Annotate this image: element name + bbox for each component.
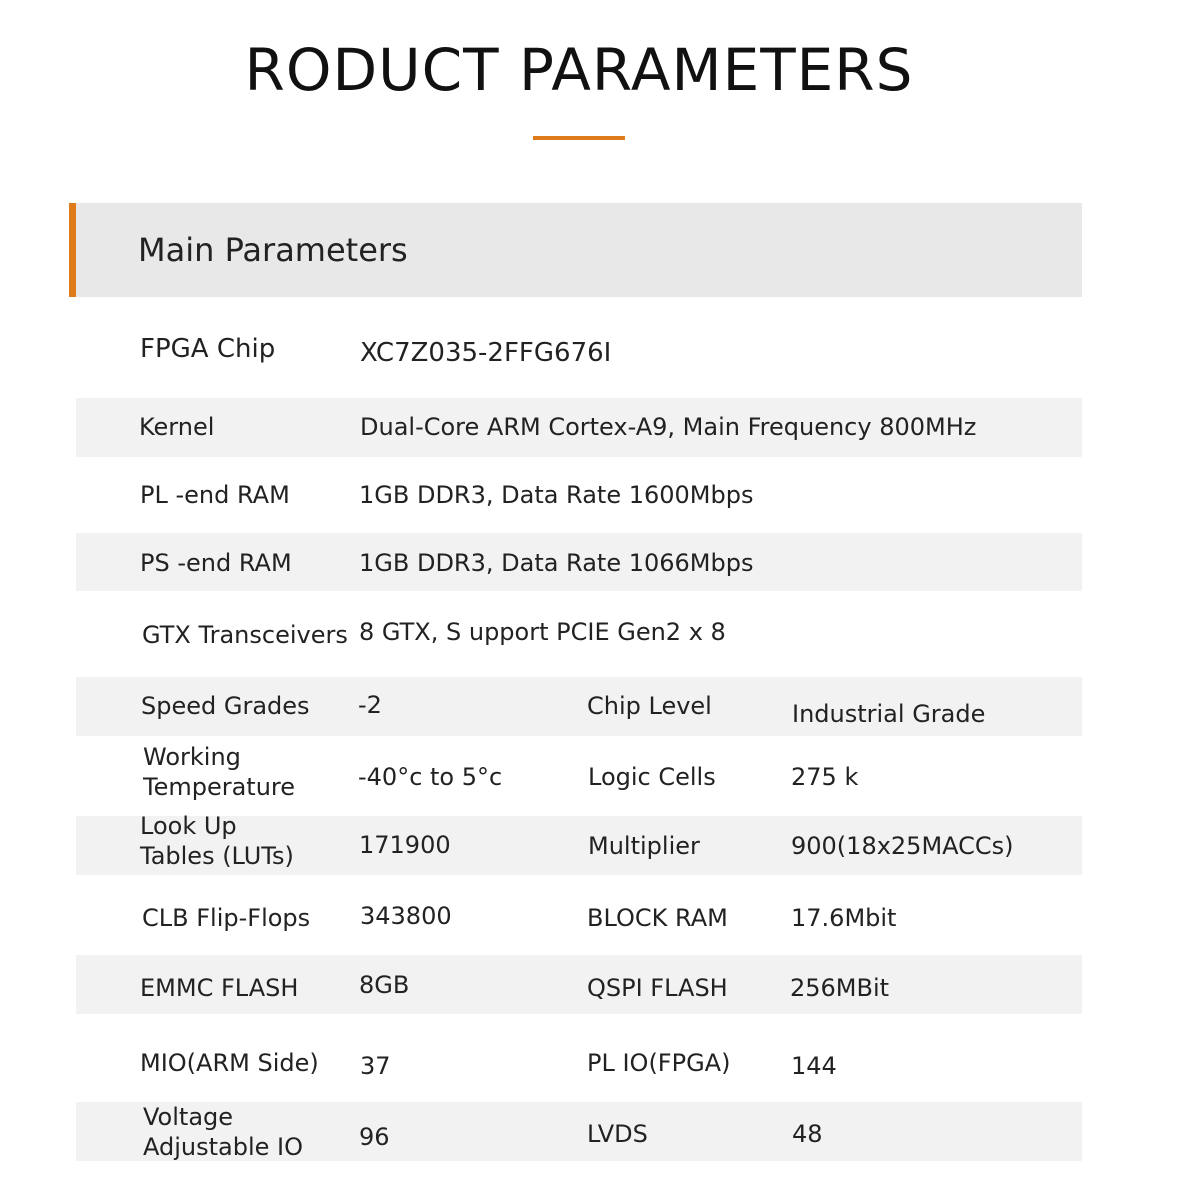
param-value: Dual-Core ARM Cortex-A9, Main Frequency 800MHz [360, 413, 977, 441]
param-label: FPGA Chip [140, 334, 276, 364]
param-value: 48 [792, 1120, 823, 1148]
param-label: PS -end RAM [140, 549, 292, 577]
param-value: 343800 [360, 902, 452, 930]
param-value: 1GB DDR3, Data Rate 1066Mbps [359, 549, 754, 577]
param-label: Chip Level [587, 692, 712, 720]
param-label: PL -end RAM [140, 481, 290, 509]
param-label: MIO(ARM Side) [140, 1049, 319, 1077]
param-label: PL IO(FPGA) [587, 1049, 731, 1077]
param-row-speed-grades [76, 677, 1082, 736]
param-row-voltage-adjustable-io [76, 1102, 1082, 1161]
param-value: 8 GTX, S upport PCIE Gen2 x 8 [359, 618, 726, 646]
section-accent-bar [69, 203, 76, 297]
title-underline [533, 136, 625, 140]
param-label: EMMC FLASH [140, 974, 299, 1002]
param-label: QSPI FLASH [587, 974, 728, 1002]
section-header [69, 203, 1082, 297]
param-value: 256MBit [790, 974, 890, 1002]
page-title: RODUCT PARAMETERS [244, 36, 914, 104]
param-value: -40°c to 5°c [358, 763, 503, 791]
param-label: LVDS [587, 1120, 648, 1148]
param-row-clb-flip-flops [76, 885, 1082, 947]
param-value: Industrial Grade [792, 700, 986, 728]
param-row-kernel [76, 398, 1082, 457]
param-value: XC7Z035-2FFG676I [360, 338, 612, 368]
param-label: Voltage Adjustable IO [143, 1103, 303, 1161]
param-value: 37 [360, 1052, 391, 1080]
param-label: BLOCK RAM [587, 904, 728, 932]
param-label: Speed Grades [141, 692, 310, 720]
param-label: Logic Cells [588, 763, 716, 791]
param-value: 144 [791, 1052, 837, 1080]
param-value: 8GB [359, 971, 410, 999]
param-label: Look Up Tables (LUTs) [140, 812, 294, 870]
param-label: Multiplier [588, 832, 700, 860]
param-label: CLB Flip-Flops [142, 904, 311, 932]
param-label: GTX Transceivers [142, 621, 348, 649]
param-row-pl-ram [76, 466, 1082, 525]
param-value: -2 [358, 691, 382, 719]
param-row-mio [76, 1030, 1082, 1096]
param-row-gtx [76, 600, 1082, 670]
param-value: 17.6Mbit [791, 904, 897, 932]
param-row-emmc-flash [76, 955, 1082, 1014]
param-value: 1GB DDR3, Data Rate 1600Mbps [359, 481, 754, 509]
param-row-luts [76, 812, 1082, 875]
param-value: 275 k [791, 763, 859, 791]
param-value: 96 [359, 1123, 390, 1151]
param-value: 900(18x25MACCs) [791, 832, 1014, 860]
param-label: Kernel [139, 413, 215, 441]
param-row-fpga-chip [76, 318, 1082, 378]
section-title: Main Parameters [138, 231, 408, 269]
param-label: Working Temperature [143, 743, 296, 801]
param-row-working-temperature [76, 738, 1082, 812]
param-value: 171900 [359, 831, 451, 859]
param-row-ps-ram [76, 533, 1082, 591]
